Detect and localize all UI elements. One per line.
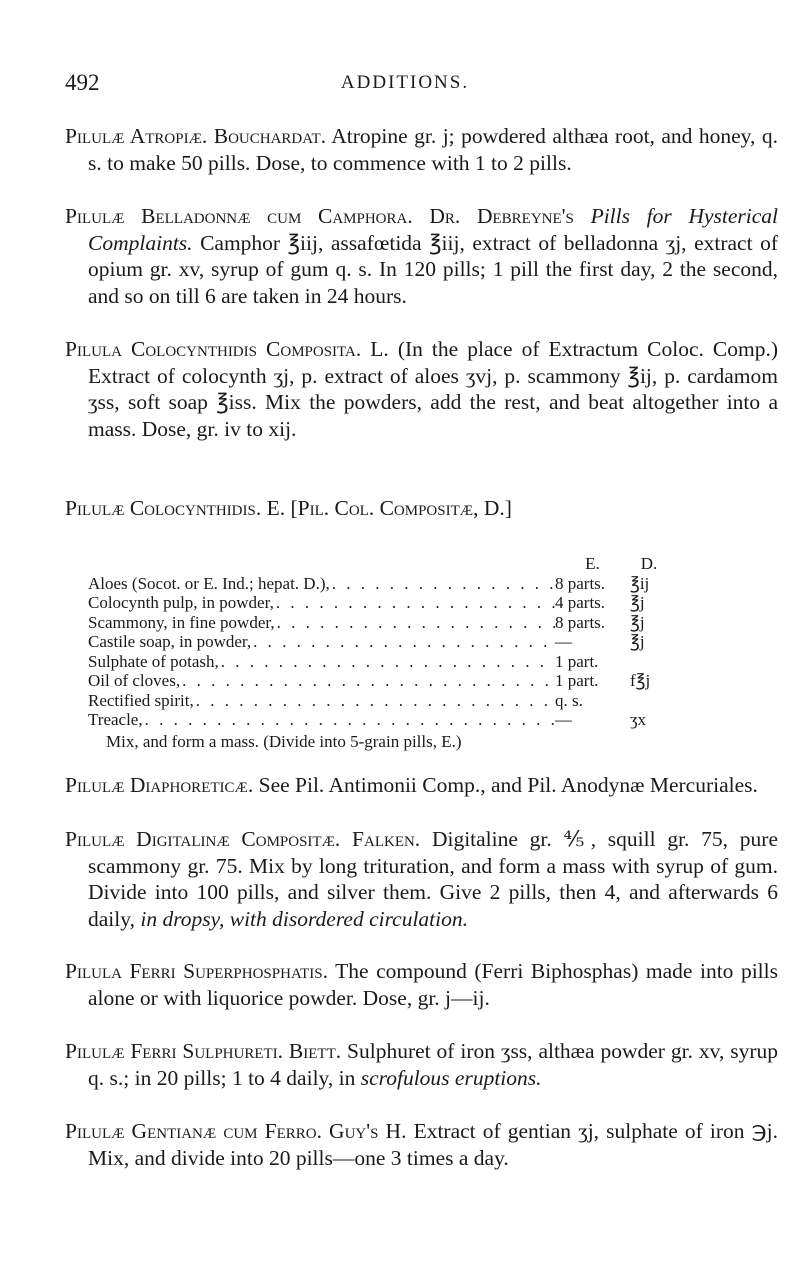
leader-dots xyxy=(180,671,555,691)
entry-body: Digitaline gr. ⅘, squill gr. 75, pure scammony gr. 75. Mix by long trituration, and form a mass with syrup of gum. Divide into 100 pills, and silver them. Give 2 pills, then 4, and afterwards 6 daily, xyxy=(88,827,778,931)
entry-title: Pilulæ Diaphoreticæ. xyxy=(65,773,254,797)
formula-row xyxy=(88,632,668,652)
ingredient-name: Aloes (Socot. or E. Ind.; hepat. D.), xyxy=(88,573,330,593)
entry-title: Pilulæ Belladonnæ cum Camphora. Dr. Debreyne's xyxy=(65,204,574,228)
entry-pilulae-gentianae xyxy=(65,1118,778,1171)
running-head: ADDITIONS. xyxy=(340,72,470,93)
formula-row xyxy=(88,593,668,613)
ingredient-d: f℥j xyxy=(630,671,651,690)
entry-pilulae-atropiae xyxy=(65,123,778,176)
entry-pilulae-colocynthidis xyxy=(65,495,778,522)
ingredient-name: Oil of cloves, xyxy=(88,671,181,690)
formula-row xyxy=(88,671,668,691)
entry-pilulae-belladonnae xyxy=(65,203,778,309)
ingredient-d: ℥ij xyxy=(630,573,650,593)
entry-body: Atropine gr. j; powdered althæa root, and honey, q. s. to make 50 pills. Dose, to commence with 1 to 2 pills. xyxy=(88,124,778,175)
entry-title-italic: Pills for Hysterical Complaints. xyxy=(88,204,779,255)
ingredient-d: ℥j xyxy=(630,632,645,651)
entry-body: (In the place of Extractum Coloc. Comp.) Extract of colocynth ʒj, p. extract of aloes ʒvj, p. scammony ℥ij, p. cardamom ʒss, soft soap ℥iss. Mix the powders, add the rest, and beat altogether into a mass. Dose, gr. iv to xij. xyxy=(88,337,779,441)
formula-row xyxy=(88,691,668,711)
entry-pilulae-diaphoreticae xyxy=(65,772,778,799)
formula-row xyxy=(88,574,668,594)
entry-pilula-colocynthidis-composita xyxy=(65,336,778,442)
ingredient-name: Scammony, in fine powder, xyxy=(88,612,275,632)
ingredient-name: Castile soap, in powder, xyxy=(88,632,252,651)
leader-dots xyxy=(330,574,555,594)
entry-title: Pilulæ Colocynthidis. E. [Pil. Col. Compositæ, D.] xyxy=(65,496,512,520)
ingredient-e: 4 parts. xyxy=(555,593,606,612)
column-d-header: D. xyxy=(640,554,658,573)
ingredient-e: — xyxy=(555,632,572,651)
entry-title: Pilulæ Gentianæ cum Ferro. Guy's H. xyxy=(65,1119,407,1143)
leader-dots xyxy=(274,593,555,613)
formula-table xyxy=(88,554,668,751)
ingredient-e: — xyxy=(555,710,572,729)
formula-row xyxy=(88,613,668,633)
page-number: 492 xyxy=(65,70,100,95)
leader-dots xyxy=(194,691,555,711)
leader-dots xyxy=(219,652,555,672)
page-header xyxy=(65,70,745,100)
ingredient-d: ℥j xyxy=(630,612,645,632)
ingredient-e: 8 parts. xyxy=(555,573,606,593)
ingredient-d: ℥j xyxy=(630,593,645,612)
entry-body: Extract of gentian ʒj, sulphate of iron ℈j. Mix, and divide into 20 pills—one 3 times a day. xyxy=(88,1119,779,1170)
ingredient-name: Colocynth pulp, in powder, xyxy=(88,593,274,612)
entry-body: See Pil. Antimonii Comp., and Pil. Anodynæ Mercuriales. xyxy=(258,773,758,797)
formula-row xyxy=(88,652,668,672)
column-e-header: E. xyxy=(585,554,600,573)
formula-row xyxy=(88,710,668,730)
entry-body: The compound (Ferri Biphosphas) made into pills alone or with liquorice powder. Dose, gr. j—ij. xyxy=(88,959,778,1010)
entry-body-italic: in dropsy, with disordered circulation. xyxy=(140,906,469,931)
ingredient-e: q. s. xyxy=(555,690,583,710)
ingredient-name: Treacle, xyxy=(88,710,143,729)
entry-title: Pilulæ Ferri Sulphureti. Biett. xyxy=(65,1039,342,1063)
ingredient-name: Sulphate of potash, xyxy=(88,651,219,671)
entry-body-italic: scrofulous eruptions. xyxy=(360,1065,542,1090)
ingredient-e: 8 parts. xyxy=(555,612,606,632)
entry-pilulae-ferri-sulphureti xyxy=(65,1038,778,1091)
formula-table-header xyxy=(88,554,668,574)
entry-title: Pilula Ferri Superphosphatis. xyxy=(65,959,328,983)
ingredient-e: 1 part. xyxy=(555,651,599,671)
formula-note: Mix, and form a mass. (Divide into 5-grain pills, E.) xyxy=(106,732,462,751)
entry-title: Pilula Colocynthidis Composita. L. xyxy=(65,337,389,361)
entry-body: Sulphuret of iron ʒss, althæa powder gr. xv, syrup q. s.; in 20 pills; 1 to 4 daily, in xyxy=(88,1039,779,1090)
entry-pilulae-digitalinae xyxy=(65,826,778,932)
ingredient-name: Rectified spirit, xyxy=(88,690,194,710)
entry-title: Pilulæ Atropiæ. Bouchardat. xyxy=(65,124,326,148)
leader-dots xyxy=(251,632,555,652)
ingredient-d: ʒx xyxy=(630,710,647,729)
ingredient-e: 1 part. xyxy=(555,671,599,690)
entry-body: Camphor ℥iij, assafœtida ℥iij, extract of belladonna ʒj, extract of opium gr. xv, syrup of gum q. s. In 120 pills; 1 pill the first day, 2 the second, and so on till 6 are taken in 24 hours. xyxy=(88,230,778,308)
entry-pilula-ferri-superphosphatis xyxy=(65,958,778,1011)
leader-dots xyxy=(143,710,555,730)
leader-dots xyxy=(275,613,555,633)
entry-title: Pilulæ Digitalinæ Compositæ. Falken. xyxy=(65,827,421,851)
